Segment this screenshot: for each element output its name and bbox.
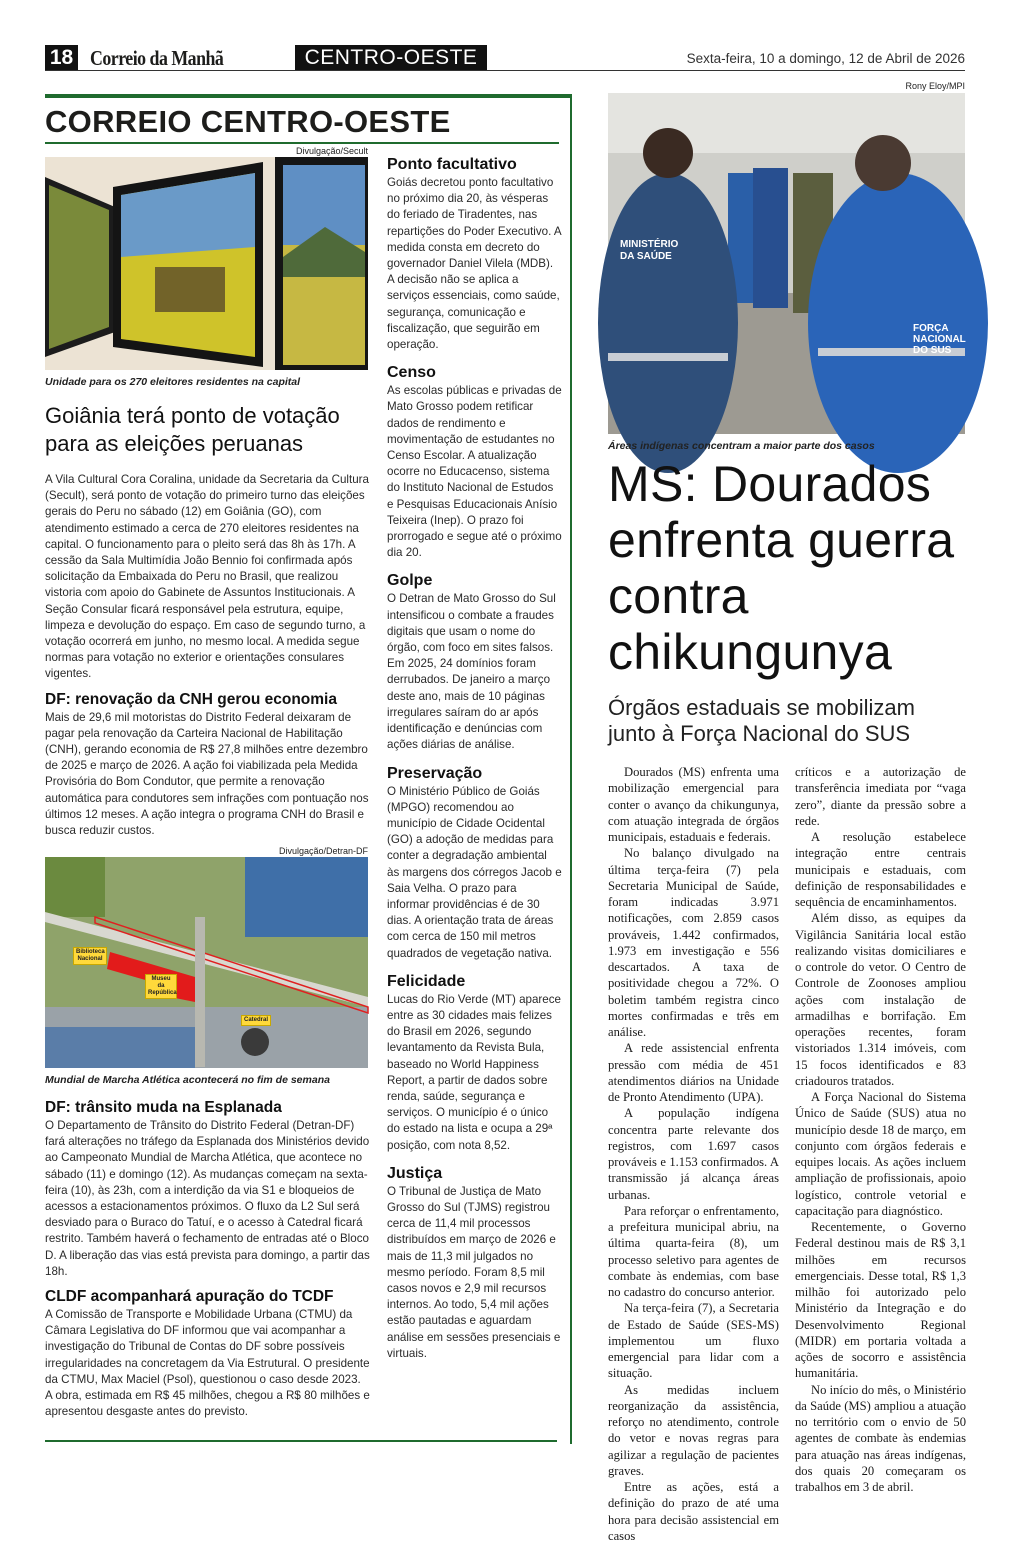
article-headline: Goiânia terá ponto de votação para as eleições peruanas [45,403,340,456]
story-paragraph: críticos e a autorização de transferência imediata por “vaga zero”, diante da pressão sobre a rede. [795,765,966,828]
story-paragraph: Para reforçar o enfrentamento, a prefeitura municipal abriu, na última quarta-feira (8), um processo seletivo para agentes de combate às endemias, com base no cadastro do concurso anterior. [608,1203,779,1299]
story-column-1 [608,764,779,1544]
notes-column [387,155,562,1362]
map-label: Museu da República [145,974,177,999]
story-paragraph: No balanço divulgado na última terça-feira (7) pela Secretaria Municipal de Saúde, foram indicadas 3.971 notificações, com 2.859 casos prováveis, 1.442 confirmados, 1.973 em investigação e 556 descartados. A taxa de positividade chegou a 72%. O boletim também registra cinco mortes confirmadas e três em análise. [608,846,779,1039]
left-articles [45,472,370,839]
left-articles-bottom [45,1098,370,1420]
esplanada-map [45,857,368,1068]
green-rule-bottom [45,1440,557,1442]
note-text: Lucas do Rio Verde (MT) aparece entre as 30 cidades mais felizes do Brasil em 2026, segundo levantamento da Revista Bula, baseado no World Happiness Report, a partir de dados sobre renda, saúde, segurança e serviços. O município é o único do estado na lista e ocupa a 29ª posição, com nota 8,52. [387,992,561,1152]
story-paragraph: A rede assistencial enfrenta pressão com média de 451 atendimentos diários na Unidade de Pronto Atendimento (UPA). [608,1041,779,1104]
photo-caption: Unidade para os 270 eleitores residentes na capital [45,376,301,388]
article-body: O Departamento de Trânsito do Distrito Federal (Detran-DF) fará alterações no tráfego da Esplanada dos Ministérios devido ao Campeonato Mundial de Marcha Atlética, que acontece no sábado (11) e domingo (12). As mudanças começam na sexta-feira (10), às 23h, com a interdição da via S1 e bloqueios de acessos a estacionamentos próximos. O fluxo da L2 Sul será desviado para o Buraco do Tatuí, e o acesso à Catedral ficará restrito. Também haverá o fechamento de entradas até o Bloco D. A liberação das vias está prevista para domingo, a partir das 18h. [45,1119,370,1278]
note-text: O Detran de Mato Grosso do Sul intensificou o combate a fraudes digitais que usam o nome do órgão, com foco em sites falsos. Em 2025, 24 domínios foram derrubados. De janeiro a março deste ano, mais de 10 páginas irregulares saíram do ar após identificação e denúncias com ações diárias de análise. [387,592,556,752]
photo-credit: Divulgação/Detran-DF [278,846,368,856]
story-paragraph: Na terça-feira (7), a Secretaria de Estado de Saúde (SES-MS) implementou um fluxo emergencial para lidar com a situação. [608,1301,779,1381]
note-text: O Ministério Público de Goiás (MPGO) recomendou ao município de Cidade Ocidental (GO) a adoção de medidas para conter a degradação ambiental às margens dos córregos Jacob e Saia Velha. O prazo para informar providências é de 30 dias. A orientação trata de áreas com cerca de 150 mil metros quadrados de vegetação nativa. [387,784,562,960]
article-headline: DF: trânsito muda na Esplanada [45,1099,282,1116]
story-paragraph: Dourados (MS) enfrenta uma mobilização emergencial para conter o avanço da chikungunya, com atuação integrada de órgãos municipais, estaduais e federais. [608,765,779,844]
note-title: Preservação [387,764,483,782]
photo-credit: Rony Eloy/MPI [905,81,965,91]
note-text: O Tribunal de Justiça de Mato Grosso do Sul (TJMS) registrou cerca de 11,4 mil processos distribuídos em março de 2026 e mais de 11,3 mil julgados no mesmo período. Foram 8,5 mil casos novos e 2,9 mil recursos internos. Ao todo, 5,4 mil ações estão pautadas e aguardam análise em sessões presenciais e virtuais. [387,1184,561,1360]
column-title: CORREIO CENTRO-OESTE [45,104,451,139]
article-body: Mais de 29,6 mil motoristas do Distrito Federal deixaram de pagar pela renovação da Carteira Nacional de Habilitação (CNH), gerando economia de R$ 27,8 milhões entre dezembro de 2025 e março de 2026. A ação foi viabilizada pela Medida Provisória do Bom Condutor, que permite a renovação automática para condutores sem infrações com pontuação nos últimos 12 meses. A ação integra o programa CNH do Brasil e busca reduzir custos. [45,710,369,838]
note-title: Censo [387,364,436,382]
note-text: Goiás decretou ponto facultativo no próximo dia 20, às vésperas do feriado de Tiradentes, nas repartições do Poder Executivo. A medida consta em decreto do governador Daniel Vilela (MDB). A decisão não se aplica a serviços essenciais, como saúde, segurança, comunicação e fiscalização, que seguirão em operação. [387,176,562,352]
map-label: Biblioteca Nacional [73,947,107,965]
issue-date: Sexta-feira, 10 a domingo, 12 de Abril de 2026 [686,51,965,66]
green-rule-top [45,94,572,98]
green-rule-title [45,142,559,144]
story-paragraph: Além disso, as equipes da Vigilância Sanitária local estão realizando visitas domiciliares e o controle do vetor. O Centro de Controle de Zoonoses ampliou ações com instalação de armadilhas e borrifação. Em operações recentes, foram vistoriados 1.314 imóveis, com 15 focos identificados e 83 criadouros tratados. [795,911,966,1088]
gallery-photo [45,157,368,370]
health-team-photo [608,93,965,434]
section-label: CENTRO-OESTE [295,45,487,71]
story-column-2 [795,764,966,1495]
story-paragraph: A Força Nacional do Sistema Único de Saúde (SUS) atua no município desde 18 de março, em conjunto com órgãos federais e equipes locais. As ações incluem ampliação de profissionais, apoio logístico, controle vetorial e capacitação para diagnóstico. [795,1090,966,1218]
page-number: 18 [45,45,78,71]
note-title: Justiça [387,1164,443,1182]
story-paragraph: Recentemente, o Governo Federal destinou mais de R$ 3,1 milhões em recursos emergenciais. Desse total, R$ 1,3 milhão foi autorizado pelo Ministério da Integração e do Desenvolvimento Regional (MIDR) em portaria voltada a ações de socorro e assistência humanitária. [795,1220,966,1381]
photo-credit: Divulgação/Secult [295,146,368,156]
header-rule [45,70,965,71]
main-subheadline: Órgãos estaduais se mobilizam junto à Força Nacional do SUS [608,695,915,746]
story-paragraph: No início do mês, o Ministério da Saúde (MS) ampliou a atuação no território com o envio de 50 agentes de combate às endemias para atuação nas áreas indígenas, dos quais 20 começaram os trabalhos em 3 de abril. [795,1382,966,1494]
story-paragraph: Entre as ações, está a definição do prazo de até uma hora para decisão assistencial em casos [608,1480,779,1543]
note-text: As escolas públicas e privadas de Mato Grosso podem retificar dados de rendimento e movimentação de estudantes no Censo Escolar. A atualização ocorre no Educacenso, sistema do Instituto Nacional de Estudos e Pesquisas Educacionais Anísio Teixeira (Inep). O prazo foi prorrogado e segue até o próximo dia 20. [387,384,562,560]
photo-caption: Áreas indígenas concentram a maior parte dos casos [608,440,875,452]
map-label: Catedral [241,1015,271,1026]
note-title: Golpe [387,572,433,590]
article-body: A Comissão de Transporte e Mobilidade Urbana (CTMU) da Câmara Legislativa do DF informou que vai acompanhar a investigação do Tribunal de Contas do DF sobre possíveis irregularidades na concretagem da Via Estrutural. O presidente da CTMU, Max Maciel (Psol), questionou o caso desde 2023. A obra, estimada em R$ 45 milhões, chegou a R$ 80 milhões e apresentou desgaste antes do previsto. [45,1308,370,1419]
story-paragraph: A população indígena concentra parte relevante dos registros, com 1.697 casos prováveis e 1.153 confirmados. A transmissão já alcança áreas urbanas. [608,1106,779,1202]
green-rule-vertical [570,94,572,1444]
newspaper-brand: Correio da Manhã [90,46,224,70]
story-paragraph: As medidas incluem reorganização da assistência, reforço no atendimento, controle do vetor e novas regras para agilizar a regulação de pacientes graves. [608,1382,779,1478]
article-headline: DF: renovação da CNH gerou economia [45,690,337,708]
main-headline: MS: Dourados enfrenta guerra contra chikungunya [608,456,955,680]
note-title: Ponto facultativo [387,156,517,173]
map-caption: Mundial de Marcha Atlética acontecerá no fim de semana [45,1074,330,1086]
article-headline: CLDF acompanhará apuração do TCDF [45,1288,334,1306]
story-paragraph: A resolução estabelece integração entre centrais municipais e estaduais, com definição de responsabilidades e sequência de encaminhamentos. [795,830,966,909]
note-title: Felicidade [387,972,466,990]
article-body: A Vila Cultural Cora Coralina, unidade da Secretaria da Cultura (Secult), será ponto de votação do primeiro turno das eleições gerais do Peru no sábado (12) em Goiânia (GO), com atendimento estimado a cerca de 270 eleitores residentes na capital. O funcionamento para o pleito será das 8h às 17h. A cessão da Sala Multimídia João Bennio foi confirmada após solicitação da Embaixada do Peru no Brasil, que realizou vistoria com apoio do Gabinete de Assuntos Institucionais. A Seção Consular ficará responsável pela estrutura, equipe, limpeza e devolução do espaço. Em caso de segundo turno, a votação ocorrerá em junho, no mesmo local. A medida segue normas para votação no exterior e orientações consulares vigentes. [45,473,369,681]
jacket-text: MINISTÉRIO DA SAÚDE [620,239,679,262]
jacket-text: FORÇA NACIONAL DO SUS [913,323,966,356]
